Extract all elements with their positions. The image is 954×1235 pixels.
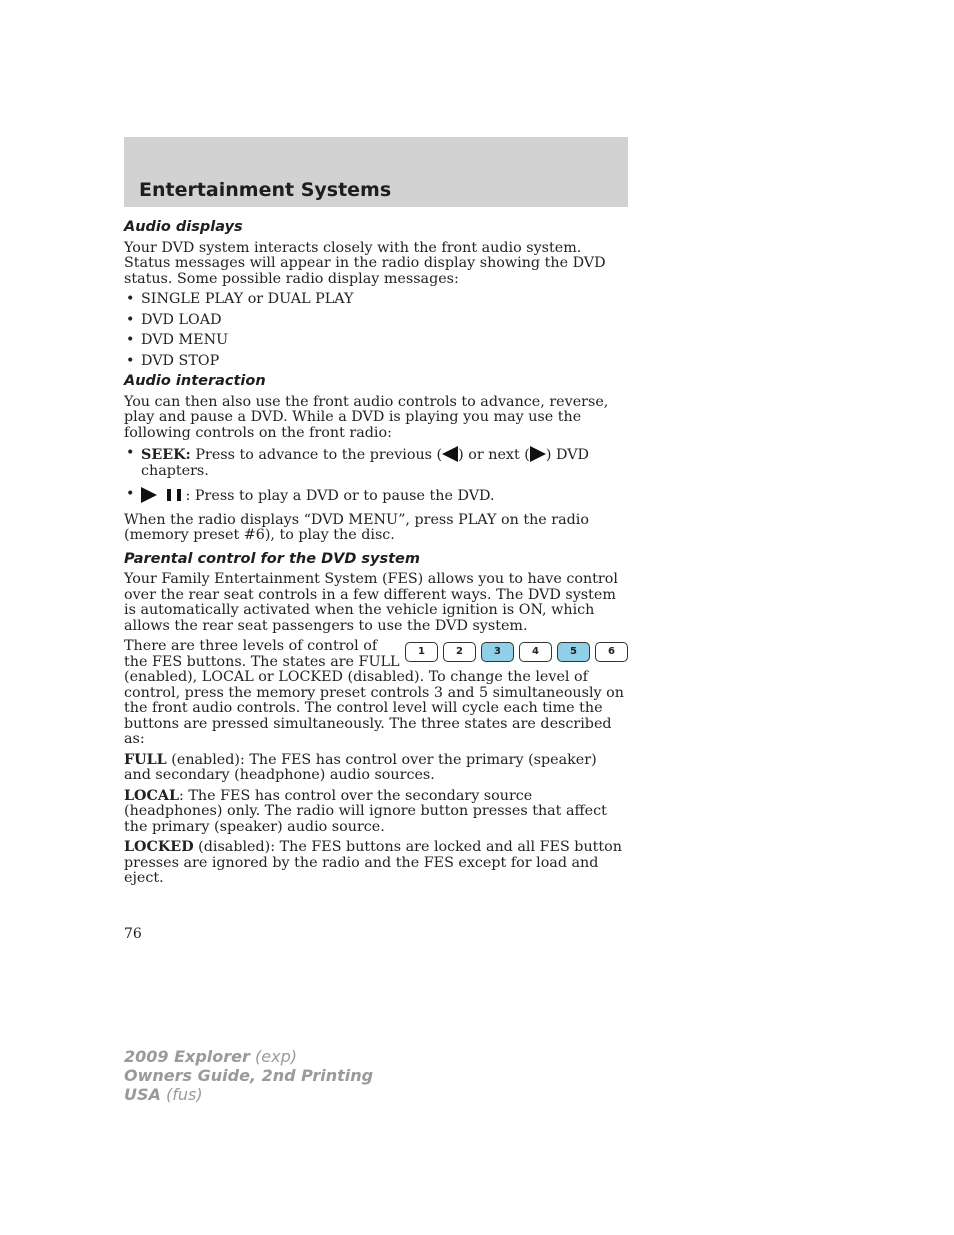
preset-button-4: 4 xyxy=(519,642,552,662)
list-item: • SINGLE PLAY or DUAL PLAY xyxy=(124,292,628,308)
seek-item xyxy=(124,446,628,479)
seek-label: SEEK: xyxy=(141,447,191,463)
document-footer xyxy=(124,1047,373,1104)
preset-button-2: 2 xyxy=(443,642,476,662)
footer-model-code: (exp) xyxy=(249,1047,297,1066)
footer-region: USA xyxy=(124,1085,161,1104)
locked-state xyxy=(124,840,628,887)
audio-interaction-heading: Audio interaction xyxy=(124,373,266,389)
list-item: • DVD LOAD xyxy=(124,313,628,329)
preset-button-3: 3 xyxy=(481,642,514,662)
list-item: • DVD MENU xyxy=(124,333,628,349)
footer-model: 2009 Explorer xyxy=(124,1047,250,1066)
parental-control-heading: Parental control for the DVD system xyxy=(124,550,421,567)
controls-list xyxy=(124,446,628,505)
parental-control-intro: Your Family Entertainment System (FES) allows you to have control over the rear seat controls in a few different ways. The DVD system is automatically activated when the vehicle ignition is ON, which allows the rear seat passengers to use the DVD system. xyxy=(124,571,618,634)
full-label: FULL xyxy=(124,751,167,768)
display-messages-list xyxy=(124,292,628,369)
locked-label: LOCKED xyxy=(124,839,194,855)
page-content xyxy=(124,220,628,892)
audio-displays-heading: Audio displays xyxy=(124,219,243,235)
list-item: • DVD STOP xyxy=(124,354,628,370)
full-state xyxy=(124,753,628,784)
seek-text: ) DVD chapters. xyxy=(141,447,589,479)
audio-displays-intro: Your DVD system interacts closely with the front audio system. Status messages will appear in the radio display showing the DVD status. Some possible radio display messages: xyxy=(124,239,606,287)
play-icon xyxy=(141,487,157,503)
preset-button-5: 5 xyxy=(557,642,590,662)
seek-text: Press to advance to the previous ( xyxy=(190,447,443,463)
preset-button-1: 1 xyxy=(405,642,438,662)
section-header-band xyxy=(124,137,628,207)
play-pause-item xyxy=(124,487,628,505)
local-text: : The FES has control over the secondary source (headphones) only. The radio will ignore button presses that affect the primary (speaker) audio source. xyxy=(124,787,607,835)
page-number: 76 xyxy=(124,926,142,942)
pause-icon xyxy=(167,489,181,501)
audio-interaction-intro: You can then also use the front audio controls to advance, reverse, play and pause a DVD. While a DVD is playing you may use the following controls on the front radio: xyxy=(124,393,609,441)
preset-button-6: 6 xyxy=(595,642,628,662)
preset-buttons-illustration xyxy=(405,642,628,662)
next-arrow-icon xyxy=(530,446,546,462)
local-label: LOCAL xyxy=(124,787,180,804)
full-text: (enabled): The FES has control over the primary (speaker) and secondary (headphone) audio sources. xyxy=(124,751,597,783)
dvd-menu-note: When the radio displays “DVD MENU”, press PLAY on the radio (memory preset #6), to play the disc. xyxy=(124,511,589,543)
footer-guide: Owners Guide, 2nd Printing xyxy=(124,1066,374,1085)
play-pause-text: : Press to play a DVD or to pause the DVD. xyxy=(185,488,495,504)
seek-text: ) or next ( xyxy=(458,447,530,463)
control-levels-text: There are three levels of control of the FES buttons. The states are FULL (enabled), LOCAL or LOCKED (disabled). To change the level of control, press the memory preset controls 3 and 5 simultaneously on the front audio controls. The control level will cycle each time the buttons are pressed simultaneously. The three states are described as: xyxy=(124,638,624,747)
footer-region-code: (fus) xyxy=(160,1085,203,1104)
locked-text: (disabled): The FES buttons are locked and all FES button presses are ignored by the radio and the FES except for load and eject. xyxy=(124,839,622,886)
previous-arrow-icon xyxy=(442,446,458,462)
local-state xyxy=(124,789,628,836)
section-title: Entertainment Systems xyxy=(139,179,392,201)
